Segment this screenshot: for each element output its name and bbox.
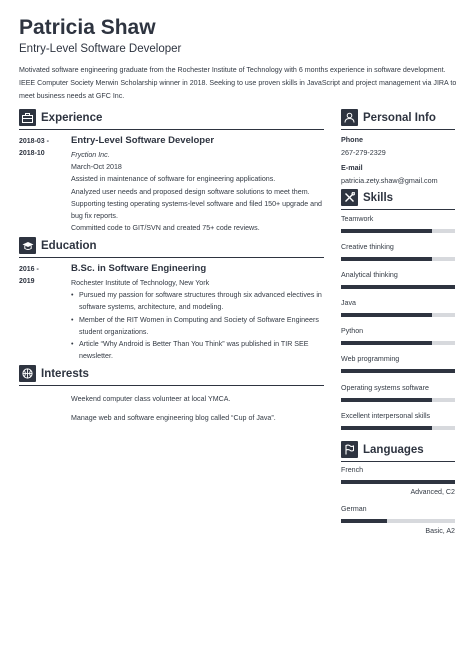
education-entry: [71, 262, 324, 362]
skill-bar-fill: [341, 426, 432, 430]
interest-item: Weekend computer class volunteer at local YMCA.: [71, 395, 231, 403]
skill-item: [341, 384, 455, 402]
languages-heading: [341, 441, 424, 458]
skill-bar: [341, 398, 455, 402]
skill-item: [341, 355, 455, 373]
graduation-cap-icon: [19, 237, 36, 254]
skill-bar-fill: [341, 369, 455, 373]
education-bullets: [71, 289, 324, 362]
job-period: March-Oct 2018: [71, 163, 122, 172]
skills-title: Skills: [363, 191, 394, 204]
interest-item: Manage web and software engineering blog called “Cup of Java”.: [71, 413, 276, 422]
language-bar-fill: [341, 480, 455, 484]
education-title: Education: [41, 239, 97, 252]
language-bar: [341, 480, 455, 484]
language-level: Basic, A2: [425, 527, 455, 535]
experience-date-end: 2018-10: [19, 150, 45, 157]
candidate-role: Entry-Level Software Developer: [19, 43, 182, 55]
skill-bar-fill: [341, 313, 432, 317]
skill-item: [341, 215, 455, 233]
education-date-end: 2019: [19, 278, 35, 285]
list-item: • Member of the RIT Women in Computing and Society of Software Engineers student organizations.: [71, 314, 324, 338]
education-divider: [19, 257, 324, 258]
skill-name: Java: [341, 299, 356, 307]
degree-title: B.Sc. in Software Engineering: [71, 263, 207, 274]
skill-name: Excellent interpersonal skills: [341, 412, 431, 420]
list-item: • Pursued my passion for software structures through six advanced electives in software systems, architecture, and modeling.: [71, 289, 324, 313]
skill-bar-fill: [341, 285, 455, 289]
job-title: Entry-Level Software Developer: [71, 135, 215, 146]
language-bar-fill: [341, 519, 387, 523]
skill-item: [341, 412, 455, 430]
job-line: Committed code to GIT/SVN and created 75+ code reviews.: [71, 224, 260, 233]
languages-title: Languages: [363, 443, 424, 456]
language-name: German: [341, 505, 367, 513]
education-date-start: 2016 -: [19, 266, 39, 273]
list-item: • Article “Why Android is Better Than You Think” was published in TIR SEE newsletter.: [71, 338, 324, 362]
skill-name: Operating systems software: [341, 384, 429, 392]
job-line: Analyzed user needs and proposed design software solutions to meet them.: [71, 187, 310, 196]
experience-heading: [19, 109, 102, 126]
skill-name: Teamwork: [341, 215, 374, 223]
interests-heading: [19, 365, 89, 382]
skill-item: [341, 299, 455, 317]
skill-item: [341, 243, 455, 261]
skill-name: Python: [341, 327, 364, 335]
personal-info-title: Personal Info: [363, 111, 436, 124]
email-block: [341, 163, 455, 185]
education-heading: [19, 237, 97, 254]
skill-item: [341, 271, 455, 289]
school-name: Rochester Institute of Technology, New York: [71, 279, 210, 287]
experience-title: Experience: [41, 111, 103, 124]
person-icon: [341, 109, 358, 126]
experience-entry: [71, 134, 324, 234]
phone-block: [341, 135, 455, 157]
job-line: Supporting testing operating systems-level software and filed 150+ upgrade and bug fix reports.: [71, 199, 323, 221]
skill-name: Analytical thinking: [341, 271, 398, 279]
skill-bar-fill: [341, 257, 432, 261]
skill-bar-fill: [341, 229, 432, 233]
skills-heading: [341, 189, 393, 206]
candidate-name: Patricia Shaw: [19, 16, 156, 39]
education-dates: [19, 264, 39, 288]
interests-divider: [19, 385, 324, 386]
skill-item: [341, 327, 455, 345]
skills-divider: [341, 209, 455, 210]
language-item: [341, 466, 455, 496]
briefcase-icon: [19, 109, 36, 126]
email-label: E-mail: [341, 163, 363, 172]
languages-divider: [341, 461, 455, 462]
experience-divider: [19, 129, 324, 130]
interests-title: Interests: [41, 367, 89, 380]
experience-dates: [19, 136, 49, 160]
phone-value: 267-279-2329: [341, 148, 386, 157]
skill-bar-fill: [341, 398, 432, 402]
language-level: Advanced, C2: [410, 488, 455, 496]
skill-bar: [341, 257, 455, 261]
company-name: Fryction Inc.: [71, 151, 110, 159]
tools-icon: [341, 189, 358, 206]
skill-bar: [341, 285, 455, 289]
skill-bar: [341, 341, 455, 345]
profile-summary: Motivated software engineering graduate from the Rochester Institute of Technology with 6 months experience in software development. IEEE Computer Society Merwin Scholarship winner in 2018. Seeking to use proven skills in JavaScript and project management via JIRA to meet business needs at GFC Inc.: [19, 66, 457, 101]
experience-date-start: 2018-03 -: [19, 138, 49, 145]
skill-bar: [341, 369, 455, 373]
language-name: French: [341, 466, 364, 474]
skill-bar: [341, 313, 455, 317]
personal-info-heading: [341, 109, 436, 126]
language-item: [341, 505, 455, 535]
interests-list: [71, 390, 324, 427]
job-line: Assisted in maintenance of software for engineering applications.: [71, 175, 276, 184]
skill-name: Web programming: [341, 355, 400, 363]
skill-bar: [341, 229, 455, 233]
skill-bar-fill: [341, 341, 432, 345]
skill-name: Creative thinking: [341, 243, 394, 251]
email-value: patricia.zety.shaw@gmail.com: [341, 176, 438, 185]
flag-icon: [341, 441, 358, 458]
phone-label: Phone: [341, 135, 363, 144]
basketball-icon: [19, 365, 36, 382]
personal-info-divider: [341, 129, 455, 130]
skill-bar: [341, 426, 455, 430]
language-bar: [341, 519, 455, 523]
